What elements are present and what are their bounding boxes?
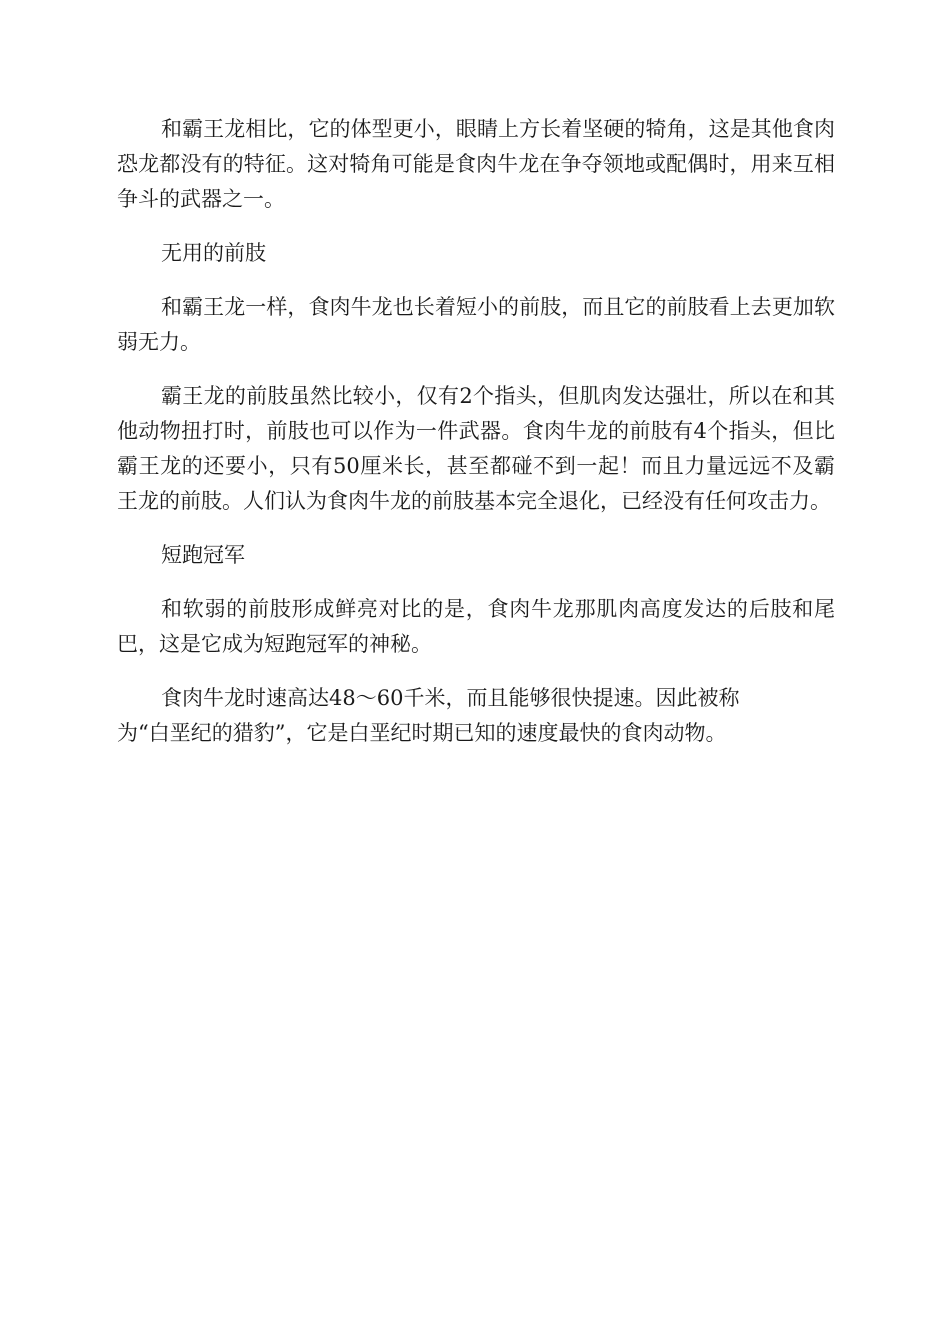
document-body (117, 112, 835, 751)
section-heading-useless-forelimbs: 无用的前肢 (161, 241, 266, 265)
paragraph-horns: 和霸王龙相比，它的体型更小，眼睛上方长着坚硬的犄角，这是其他食肉恐龙都没有的特征。这对犄角可能是食肉牛龙在争夺领地或配偶时，用来互相争斗的武器之一。 (117, 117, 835, 211)
paragraph-hindlimbs-tail: 和软弱的前肢形成鲜亮对比的是，食肉牛龙那肌肉高度发达的后肢和尾巴，这是它成为短跑冠军的神秘。 (117, 597, 835, 656)
paragraph-speed (117, 681, 835, 751)
paragraph-forelimb-comparison: 霸王龙的前肢虽然比较小，仅有2个指头，但肌肉发达强壮，所以在和其他动物扭打时，前肢也可以作为一件武器。食肉牛龙的前肢有4个指头，但比霸王龙的还要小，只有50厘米长，甚至都碰不到一起！而且力量远远不及霸王龙的前肢。人们认为食肉牛龙的前肢基本完全退化，已经没有任何攻击力。 (117, 384, 835, 513)
paragraph-speed-line-1: 食肉牛龙时速高达48～60千米，而且能够很快提速。因此被称 (161, 686, 740, 710)
paragraph-short-forelimbs: 和霸王龙一样，食肉牛龙也长着短小的前肢，而且它的前肢看上去更加软弱无力。 (117, 295, 835, 354)
paragraph-speed-line-2: 为“白垩纪的猎豹”，它是白垩纪时期已知的速度最快的食肉动物。 (117, 721, 727, 745)
section-heading-sprint-champion: 短跑冠军 (161, 543, 245, 567)
